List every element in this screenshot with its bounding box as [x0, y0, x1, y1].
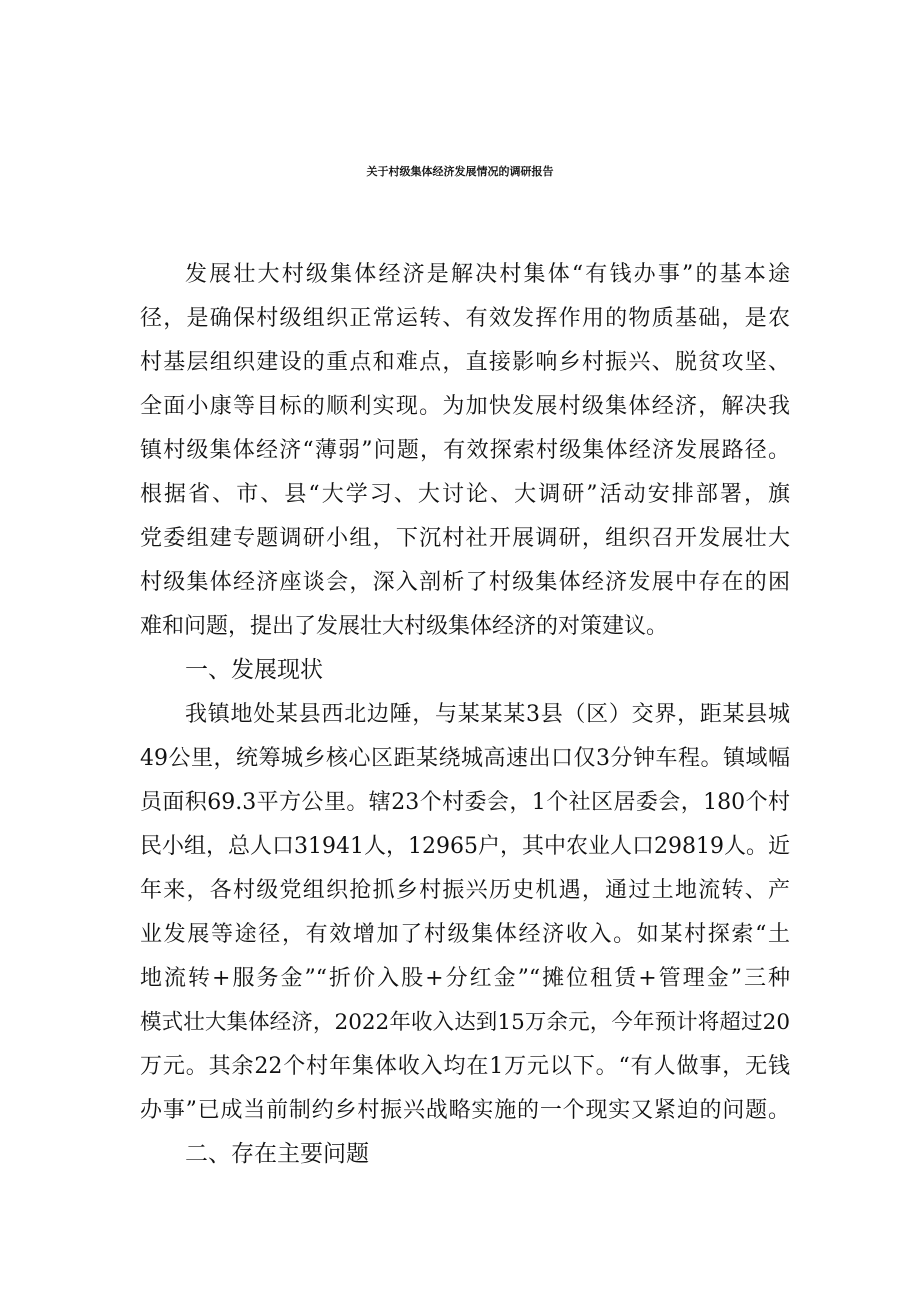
document-title: 关于村级集体经济发展情况的调研报告: [366, 165, 554, 178]
section1-line: 地流转+服务金”“折价入股+分红金”“摊位租赁+管理金”三种: [140, 966, 790, 991]
intro-line: 村级集体经济座谈会，深入剖析了村级集体经济发展中存在的困: [140, 570, 790, 595]
intro-line: 径，是确保村级组织正常运转、有效发挥作用的物质基础，是农: [140, 306, 790, 331]
intro-line: 发展壮大村级集体经济是解决村集体“有钱办事”的基本途: [185, 262, 790, 287]
intro-line: 村基层组织建设的重点和难点，直接影响乡村振兴、脱贫攻坚、: [140, 350, 790, 375]
section1-line: 员面积69.3平方公里。辖23个村委会，1个社区居委会，180个村: [140, 790, 790, 815]
intro-line: 根据省、市、县“大学习、大讨论、大调研”活动安排部署，旗: [140, 482, 790, 507]
section1-line: 办事”已成当前制约乡村振兴战略实施的一个现实又紧迫的问题。: [140, 1098, 790, 1123]
section1-line: 我镇地处某县西北边陲，与某某某3县（区）交界，距某县城: [185, 702, 790, 727]
section1-line: 模式壮大集体经济，2022年收入达到15万余元，今年预计将超过20: [140, 1010, 790, 1035]
intro-line: 全面小康等目标的顺利实现。为加快发展村级集体经济，解决我: [140, 394, 790, 419]
section1-line: 民小组，总人口31941人，12965户，其中农业人口29819人。近: [140, 834, 790, 859]
intro-line: 镇村级集体经济“薄弱”问题，有效探索村级集体经济发展路径。: [140, 438, 790, 463]
section1-line: 年来，各村级党组织抢抓乡村振兴历史机遇，通过土地流转、产: [140, 878, 790, 903]
intro-line: 难和问题，提出了发展壮大村级集体经济的对策建议。: [140, 614, 669, 639]
section1-line: 49公里，统筹城乡核心区距某绕城高速出口仅3分钟车程。镇域幅: [140, 746, 790, 771]
intro-line: 党委组建专题调研小组，下沉村社开展调研，组织召开发展壮大: [140, 526, 790, 551]
section1-line: 万元。其余22个村年集体收入均在1万元以下。“有人做事，无钱: [140, 1054, 790, 1079]
section1-line: 业发展等途径，有效增加了村级集体经济收入。如某村探索“土: [140, 922, 790, 947]
section-heading-main-problems: 二、存在主要问题: [185, 1141, 369, 1167]
section-heading-current-status: 一、发展现状: [185, 657, 323, 683]
